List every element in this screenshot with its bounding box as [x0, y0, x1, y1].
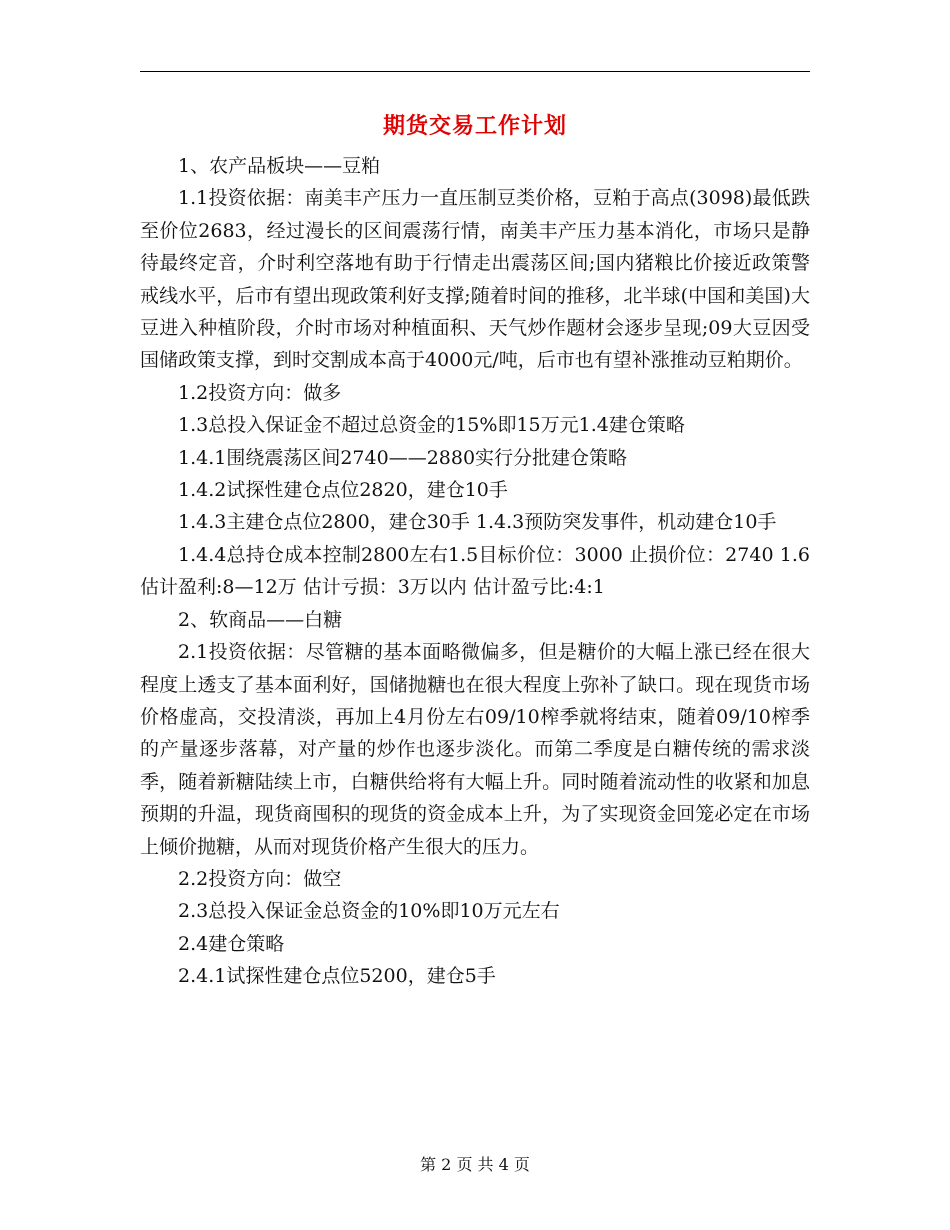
- page-footer: 第 2 页 共 4 页: [420, 1155, 530, 1174]
- document-title: 期货交易工作计划: [382, 113, 567, 139]
- section-heading-sugar: 2、软商品——白糖: [178, 608, 343, 631]
- paragraph-main-position: 1.4.3主建仓点位2800，建仓30手 1.4.3预防突发事件，机动建仓10手: [178, 511, 777, 534]
- paragraph-trial-position: 1.4.2试探性建仓点位2820，建仓10手: [178, 479, 508, 502]
- paragraph-range-strategy: 1.4.1围绕震荡区间2740——2880实行分批建仓策略: [178, 446, 628, 469]
- paragraph-trial-position-sugar: 2.4.1试探性建仓点位5200，建仓5手: [178, 965, 496, 988]
- document-body: [140, 150, 810, 993]
- header-rule: [140, 71, 810, 72]
- paragraph-investment-direction-soymeal: 1.2投资方向：做多: [178, 381, 342, 404]
- paragraph-investment-basis-sugar: 2.1投资依据：尽管糖的基本面略微偏多，但是糖价的大幅上涨已经在很大程度上透支了基本面利好，国储抛糖也在很大程度上弥补了缺口。现在现货市场价格虚高，交投清淡，再加上4月份左右09/10榨季就将结束，随着09/10榨季的产量逐步落幕，对产量的炒作也逐步淡化。而第二季度是白糖传统的需求淡季，随着新糖陆续上市，白糖供给将有大幅上升。同时随着流动性的收紧和加息预期的升温，现货商囤积的现货的资金成本上升，为了实现资金回笼必定在市场上倾价抛糖，从而对现货价格产生很大的压力。: [140, 641, 810, 858]
- paragraph-cost-target: 1.4.4总持仓成本控制2800左右1.5目标价位：3000 止损价位：2740 1.6估计盈利:8—12万 估计亏损：3万以内 估计盈亏比:4:1: [140, 543, 810, 599]
- paragraph-investment-basis-soymeal: 1.1投资依据：南美丰产压力一直压制豆类价格，豆粕于高点(3098)最低跌至价位2683，经过漫长的区间震荡行情，南美丰产压力基本消化，市场只是静待最终定音，介时利空落地有助于行情走出震荡区间;国内猪粮比价接近政策警戒线水平，后市有望出现政策利好支撑;随着时间的推移，北半球(中国和美国)大豆进入种植阶段，介时市场对种植面积、天气炒作题材会逐步呈现;09大豆因受国储政策支撑，到时交割成本高于4000元/吨，后市也有望补涨推动豆粕期价。: [140, 187, 810, 372]
- section-heading-soymeal: 1、农产品板块——豆粕: [178, 155, 381, 177]
- paragraph-position-strategy-sugar: 2.4建仓策略: [178, 932, 285, 955]
- paragraph-investment-direction-sugar: 2.2投资方向：做空: [178, 867, 342, 890]
- paragraph-margin-sugar: 2.3总投入保证金总资金的10%即10万元左右: [178, 900, 560, 923]
- paragraph-margin-soymeal: 1.3总投入保证金不超过总资金的15%即15万元1.4建仓策略: [178, 414, 685, 437]
